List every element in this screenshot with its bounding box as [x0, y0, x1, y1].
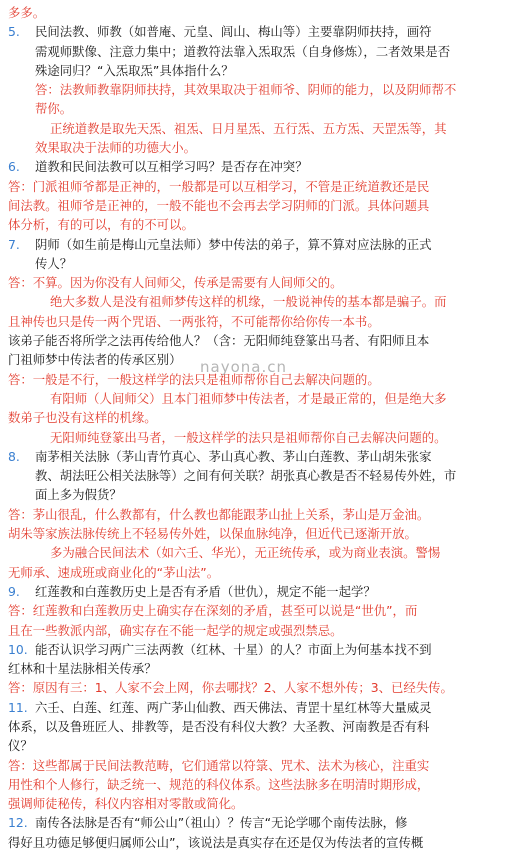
text-line — [8, 389, 488, 408]
text-line — [8, 659, 488, 678]
line-text: 答：茅山很乱，什么教都有，什么教也都能跟茅山扯上关系，茅山是万金油。 — [8, 506, 430, 522]
line-text: 帮你。 — [35, 101, 73, 117]
text-line — [8, 524, 488, 543]
line-text: 无阳师纯登篆出马者，一般这样学的法只是祖师帮你自己去解决问题的。 — [50, 429, 447, 445]
line-text: 答：红莲教和白莲教历史上确实存在深刻的矛盾，甚至可以说是“世仇”，而 — [8, 603, 418, 619]
line-text: 多为融合民间法术（如六壬、华光），无正统传承，或为商业表演。警惕 — [50, 545, 441, 561]
document-body — [8, 3, 488, 852]
question-number: 6. — [8, 159, 20, 175]
text-line — [8, 215, 488, 234]
text-line — [8, 717, 488, 736]
watermark: nayona.cn — [200, 358, 287, 376]
line-text: 数弟子也没有这样的机缘。 — [8, 410, 157, 426]
line-text: 效果取决于法师的功德大小。 — [35, 140, 197, 156]
line-text: 民间法教、师教（如普庵、元皇、闾山、梅山等）主要靠阴师扶持，画符 — [35, 24, 432, 40]
line-text: 且在一些教派内部，确实存在不能一起学的规定或强烈禁忌。 — [8, 622, 343, 638]
line-text: 间法教。祖师爷是正神的，一般不能也不会再去学习阴师的门派。具体问题具 — [8, 197, 430, 213]
text-line — [8, 119, 488, 138]
line-text: 且神传也只是传一两个咒语、一两张符，不可能帮你给你传一本书。 — [8, 313, 380, 329]
text-line — [8, 292, 488, 311]
line-text: 答：不算。因为你没有人间师父，传承是需要有人间师父的。 — [8, 275, 343, 291]
text-line — [8, 408, 488, 427]
line-text: 殊途同归？“入炁取炁”具体指什么？ — [35, 62, 234, 78]
line-text: 仪？ — [8, 738, 33, 754]
line-text: 强调师徒秘传，科仪内容相对零散或简化。 — [8, 796, 244, 812]
text-line — [8, 196, 488, 215]
text-line — [8, 138, 488, 157]
question-number: 7. — [8, 236, 20, 252]
text-line — [8, 813, 488, 832]
question-number: 11. — [8, 699, 28, 715]
line-text: 有阳师（人间师父）且本门祖师梦中传法者，才是最正常的，但是绝大多 — [50, 390, 447, 406]
text-line — [8, 447, 488, 466]
line-text: 答：门派祖师爷都是正神的，一般都是可以互相学习，不管是正统道教还是民 — [8, 178, 430, 194]
text-line — [8, 254, 488, 273]
text-line — [8, 601, 488, 620]
line-text: 门祖师梦中传法者的传承区别） — [8, 352, 182, 368]
text-line — [8, 42, 488, 61]
text-line — [8, 621, 488, 640]
line-text: 传人？ — [35, 255, 73, 271]
question-number: 5. — [8, 24, 20, 40]
text-line — [8, 794, 488, 813]
line-text: 面上多为假货？ — [35, 487, 122, 503]
text-line — [8, 736, 488, 755]
text-line — [8, 3, 488, 22]
line-text: 该弟子能否将所学之法再传给他人？（含：无阳师纯登篆出马者、有阳师且本 — [8, 333, 430, 349]
text-line — [8, 273, 488, 292]
line-text: 红林和十星法脉相关传承？ — [8, 661, 157, 677]
text-line — [8, 563, 488, 582]
line-text: 答：法教师教靠阴师扶持，其效果取决于祖师爷、阴师的能力，以及阴师帮不 — [35, 82, 457, 98]
line-text: 阴师（如生前是梅山元皇法师）梦中传法的弟子，算不算对应法脉的正式 — [35, 236, 432, 252]
text-line — [8, 775, 488, 794]
text-line — [8, 99, 488, 118]
line-text: 红莲教和白莲教历史上是否有矛盾（世仇），规定不能一起学？ — [35, 583, 376, 599]
text-line — [8, 678, 488, 697]
line-text: 需观师默像、注意力集中；道教符法靠入炁取炁（自身修炼），二者效果是否 — [35, 43, 451, 59]
text-line — [8, 61, 488, 80]
line-text: 六壬、白莲、红莲、两广茅山仙教、西天佛法、青罡十星红林等大量威灵 — [35, 699, 432, 715]
question-number: 8. — [8, 448, 20, 464]
line-text: 正统道教是取先天炁、祖炁、日月星炁、五行炁、五方炁、天罡炁等，其 — [50, 120, 447, 136]
text-line — [8, 157, 488, 176]
question-number: 10. — [8, 641, 28, 657]
text-line — [8, 698, 488, 717]
text-line — [8, 177, 488, 196]
line-text: 胡朱等家族法脉传统上不轻易传外姓，以保血脉纯净，但近代已逐渐开放。 — [8, 526, 417, 542]
text-line — [8, 505, 488, 524]
line-text: 体系，以及鲁班匠人、排教等，是否没有科仪大教？大圣教、河南教是否有科 — [8, 718, 430, 734]
line-text: 绝大多数人是没有祖师梦传这样的机缘，一般说神传的基本都是骗子。而 — [50, 294, 447, 310]
text-line — [8, 640, 488, 659]
text-line — [8, 582, 488, 601]
line-text: 无师承、速成班或商业化的“茅山法”。 — [8, 564, 220, 580]
line-text: 答：一般是不行，一般这样学的法只是祖师帮你自己去解决问题的。 — [8, 371, 380, 387]
question-number: 12. — [8, 815, 28, 831]
line-text: 道教和民间法教可以互相学习吗？是否存在冲突？ — [35, 159, 308, 175]
text-line — [8, 485, 488, 504]
text-line — [8, 543, 488, 562]
text-line — [8, 22, 488, 41]
text-line — [8, 833, 488, 852]
line-text: 得好且功德足够便归属师公山”，该说法是真实存在还是仅为传法者的宣传概 — [8, 834, 424, 850]
line-text: 答：原因有三：1、人家不会上网，你去哪找？2、人家不想外传；3、已经失传。 — [8, 680, 453, 696]
line-text: 教、胡法旺公相关法脉等）之间有何关联？胡张真心教是否不轻易传外姓，市 — [35, 468, 457, 484]
line-text: 南传各法脉是否有“师公山”（祖山）？传言“无论学哪个南传法脉，修 — [35, 815, 408, 831]
text-line — [8, 80, 488, 99]
text-line — [8, 235, 488, 254]
text-line — [8, 331, 488, 350]
text-line — [8, 756, 488, 775]
text-line — [8, 312, 488, 331]
line-text: 南茅相关法脉（茅山青竹真心、茅山真心教、茅山白莲教、茅山胡朱张家 — [35, 448, 432, 464]
text-line — [8, 428, 488, 447]
line-text: 答：这些都属于民间法教范畴，它们通常以符箓、咒术、法术为核心，注重实 — [8, 757, 430, 773]
line-text: 体分析，有的可以，有的不可以。 — [8, 217, 194, 233]
line-text: 能否认识学习两广三法两教（红林、十星）的人？市面上为何基本找不到 — [35, 641, 432, 657]
question-number: 9. — [8, 583, 20, 599]
line-text: 多多。 — [8, 5, 46, 20]
line-text: 用性和个人修行，缺乏统一、规范的科仪体系。这些法脉多在明清时期形成， — [8, 776, 430, 792]
text-line — [8, 466, 488, 485]
